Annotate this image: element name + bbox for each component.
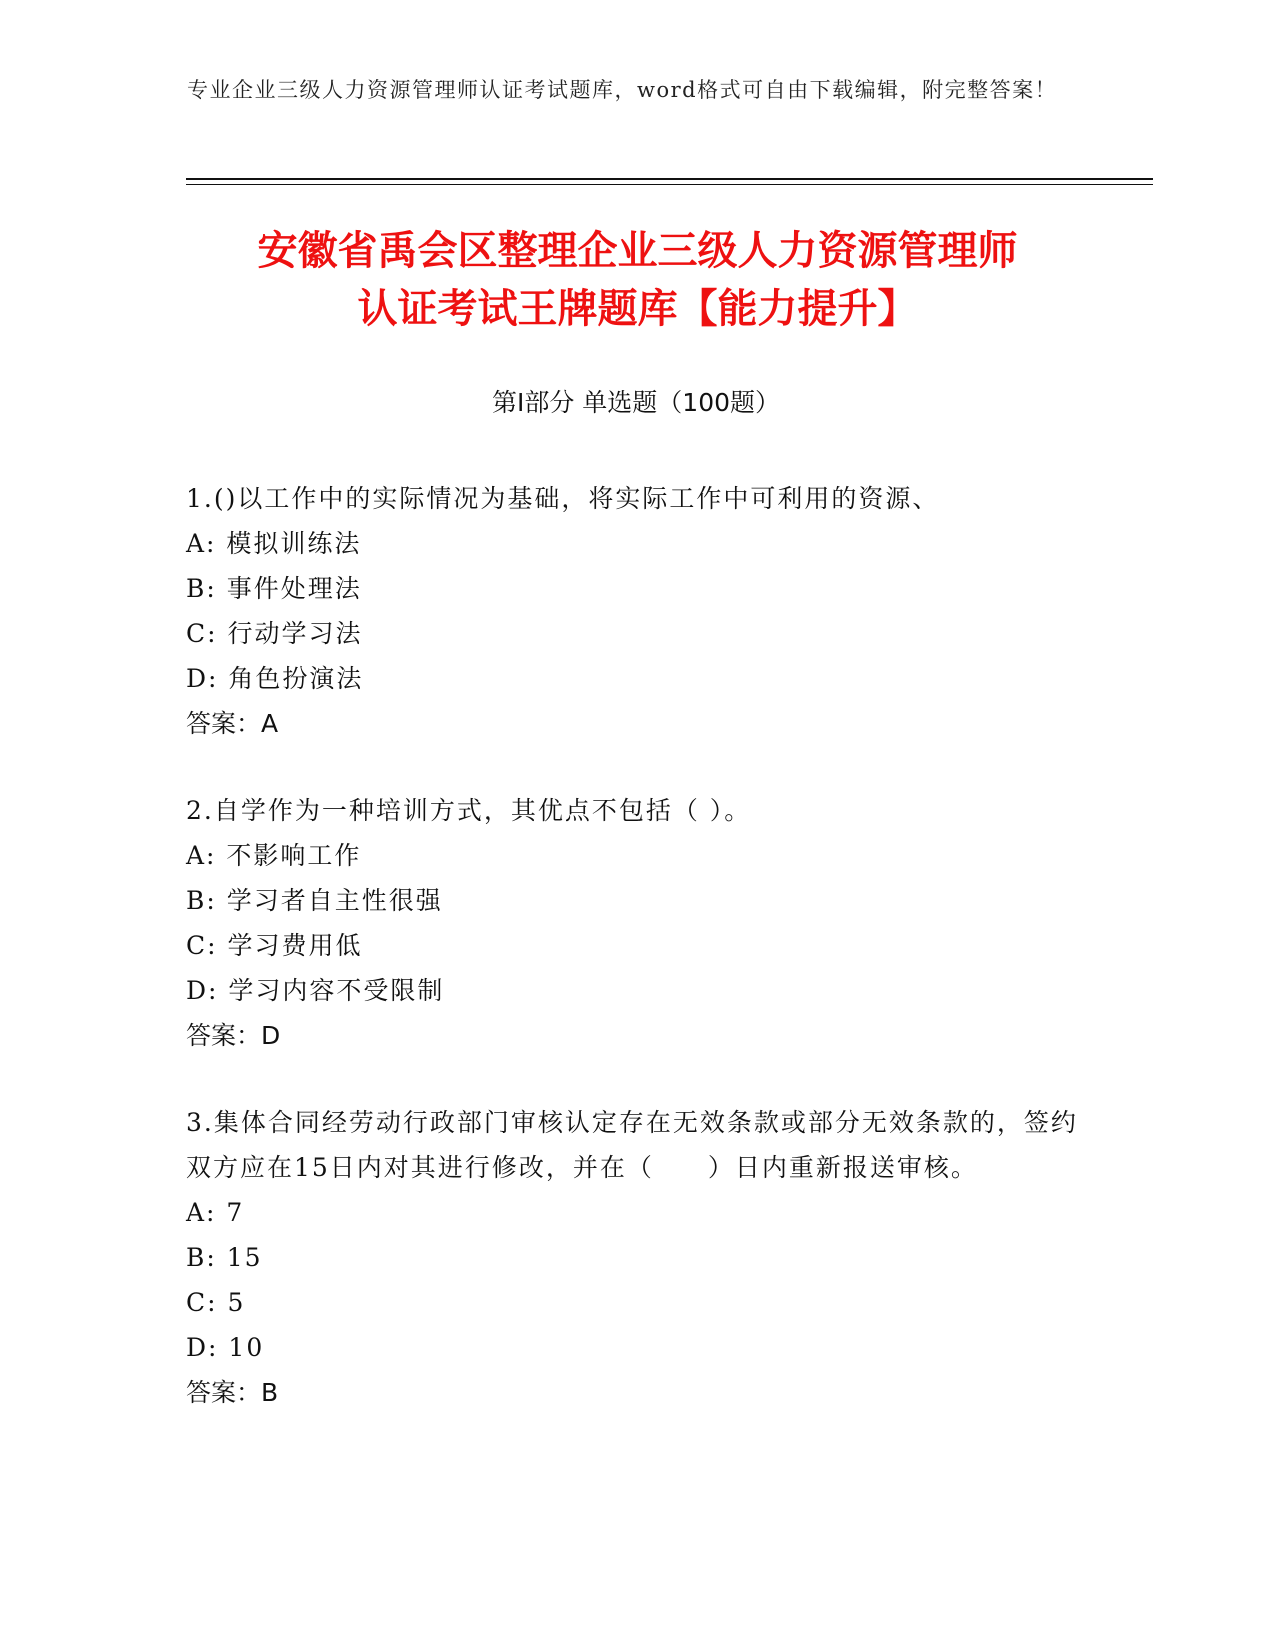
answer: 答案：B (186, 1378, 279, 1407)
option-a: A: 模拟训练法 (186, 529, 362, 558)
question-2 (186, 788, 1086, 1058)
document-title (120, 222, 1155, 338)
option-d: D: 学习内容不受限制 (186, 976, 445, 1005)
header-divider-thick (186, 178, 1153, 180)
question-stem: 2.自学作为一种培训方式，其优点不包括（ ）。 (186, 796, 752, 825)
question-3 (186, 1100, 1086, 1415)
section-title: 第Ⅰ部分 单选题（100题） (491, 388, 781, 417)
option-d: D: 10 (186, 1333, 265, 1362)
question-list (186, 476, 1086, 1457)
option-d: D: 角色扮演法 (186, 664, 364, 693)
option-c: C: 学习费用低 (186, 931, 363, 960)
answer: 答案：D (186, 1021, 281, 1050)
header-divider-thin (186, 184, 1153, 185)
option-c: C: 行动学习法 (186, 619, 363, 648)
question-stem: 1.()以工作中的实际情况为基础，将实际工作中可利用的资源、 (186, 484, 940, 513)
question-1 (186, 476, 1086, 746)
option-b: B: 15 (186, 1243, 263, 1272)
option-c: C: 5 (186, 1288, 246, 1317)
option-b: B: 事件处理法 (186, 574, 362, 603)
page-header: 专业企业三级人力资源管理师认证考试题库，word格式可自由下载编辑，附完整答案！ (187, 78, 1058, 102)
option-a: A: 不影响工作 (186, 841, 362, 870)
document-title-line-2: 认证考试王牌题库【能力提升】 (357, 286, 918, 332)
option-b: B: 学习者自主性很强 (186, 886, 443, 915)
document-title-line-1: 安徽省禹会区整理企业三级人力资源管理师 (257, 228, 1018, 274)
question-stem: 3.集体合同经劳动行政部门审核认定存在无效条款或部分无效条款的，签约双方应在15日内对其进行修改，并在（ ）日内重新报送审核。 (186, 1108, 1078, 1182)
answer: 答案：A (186, 709, 279, 738)
option-a: A: 7 (186, 1198, 245, 1227)
